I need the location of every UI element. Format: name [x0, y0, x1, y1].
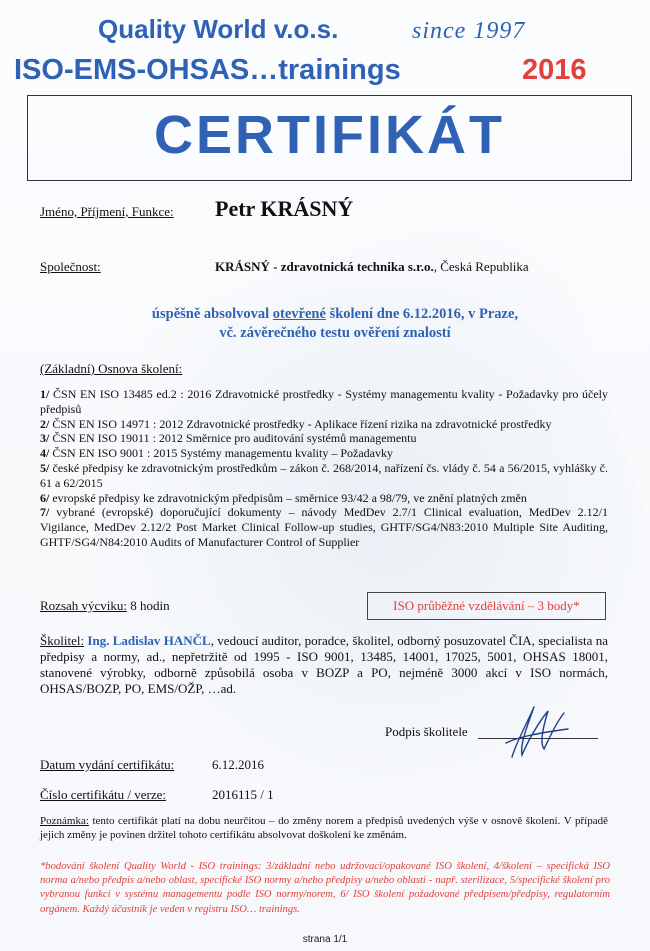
trainer-name: Ing. Ladislav HANČL — [84, 633, 211, 648]
syllabus-item: 5/ české předpisy ke zdravotnickým prostředkům – zákon č. 268/2014, nařízení čs. vlády č. 54 a 56/2015, vyhlášky č. 61 a 62/2015 — [40, 460, 608, 490]
syllabus-item: 3/ ČSN EN ISO 19011 : 2012 Směrnice pro auditování systémů managementu — [40, 431, 417, 446]
company-name: KRÁSNÝ - zdravotnická technika s.r.o. — [215, 259, 434, 274]
completion-line2: vč. závěrečného testu ověření znalostí — [219, 325, 451, 341]
page-number: strana 1/1 — [302, 934, 348, 945]
completion-statement — [60, 305, 610, 343]
note — [40, 814, 608, 842]
training-scope — [40, 598, 170, 614]
since-text: since 1997 — [412, 18, 526, 44]
note-label: Poznámka: — [40, 815, 89, 827]
certificate-title: CERTIFIKÁT — [154, 105, 505, 165]
scope-value: 8 hodin — [127, 598, 170, 613]
syllabus-item: 1/ ČSN EN ISO 13485 ed.2 : 2016 Zdravotnické prostředky - Systémy managementu kvality - Požadavky pro účely předpisů — [40, 387, 608, 416]
trainer-label: Školitel: — [40, 633, 85, 648]
trainer-description: , vedoucí auditor, poradce, školitel, odborný posuzovatel ČIA, specialista na předpisy a normy, ad., nepřetržitě od 1995 - ISO 9001, 13485, 14001, 17025, 5001, OHSAS 18001, stanovené výrobky, odborně způsobilá osoba v BOZP a PO, nejméně 3000 akcí v ISO normách, OHSAS/BOZP, PO, EMS/OŽP, …ad. — [40, 633, 608, 696]
syllabus-item: 7/ vybrané (evropské) doporučující dokumenty – návody MedDev 2.7/1 Clinical evaluation, MedDev 2.12/1 Vigilance, MedDev 2.12/2 Post Market Clinical Follow-up studies, GHTF/SG4/N83:2010 Multiple Site Auditing, GHTF/SG4/N84:2010 Audits of Manufacturer Control of Supplier — [40, 505, 608, 549]
certificate-number-value: 2016115 / 1 — [212, 787, 274, 802]
note-text: tento certifikát platí na dobu neurčitou – do změny norem a předpisů uvedených výše v osnově školení. V případě jejich změny je povinen držitel tohoto certifikátu absolvovat doškolení ke změnám. — [40, 815, 608, 841]
completion-open: otevřené — [272, 306, 326, 322]
issue-date-label: Datum vydání certifikátu: — [40, 757, 175, 772]
company-value — [215, 259, 529, 275]
completion-part1: úspěšně absolvoval — [151, 306, 273, 322]
certificate-number-label: Číslo certifikátu / verze: — [40, 787, 166, 802]
issue-date-value: 6.12.2016 — [212, 757, 264, 772]
company-label: Společnost: — [40, 259, 101, 274]
company-subtitle: ISO-EMS-OHSAS…trainings — [14, 54, 401, 86]
year-label: 2016 — [522, 54, 587, 86]
signature-label: Podpis školitele — [385, 724, 468, 739]
completion-part2: školení dne 6.12.2016, v Praze, — [325, 306, 519, 322]
syllabus-list — [40, 387, 608, 550]
syllabus-item: 4/ ČSN EN ISO 9001 : 2015 Systémy managementu kvality – Požadavky — [40, 446, 393, 461]
trainer-signature — [498, 703, 570, 767]
trainer-info — [40, 633, 608, 697]
iso-points-box: ISO průběžné vzdělávání – 3 body* — [367, 592, 606, 620]
participant-name: Petr KRÁSNÝ — [215, 196, 354, 221]
company-title: Quality World v.o.s. — [98, 14, 339, 44]
scope-label: Rozsah výcviku: — [40, 598, 128, 613]
name-label: Jméno, Příjmení, Funkce: — [40, 204, 174, 219]
syllabus-item: 2/ ČSN EN ISO 14971 : 2012 Zdravotnické prostředky - Aplikace řízení rizika na zdravotnické prostředky — [40, 416, 552, 431]
certificate-title-box — [27, 95, 632, 181]
syllabus-item: 6/ evropské předpisy ke zdravotnickým předpisům – směrnice 93/42 a 98/79, ve znění platných změn — [40, 490, 527, 505]
company-country: , Česká Republika — [433, 259, 529, 274]
syllabus-title: (Základní) Osnova školení: — [40, 361, 183, 376]
points-footnote: *bodování školení Quality World - ISO trainings: 3/základní nebo udržovací/opakované ISO školení, 4/školení – specifická ISO norma a/nebo předpis a/nebo oblast, specifické ISO normy a/nebo předpisy a/nebo oblasti - např. sterilizace, 5/specifické školení pro vybranou funkci v systému managementu podle ISO normy/norem, 6/ ISO školení požadované předpisem/předpisy, regulatorním orgánem. Každý účastník je veden v registru ISO… trainings. — [40, 861, 610, 915]
